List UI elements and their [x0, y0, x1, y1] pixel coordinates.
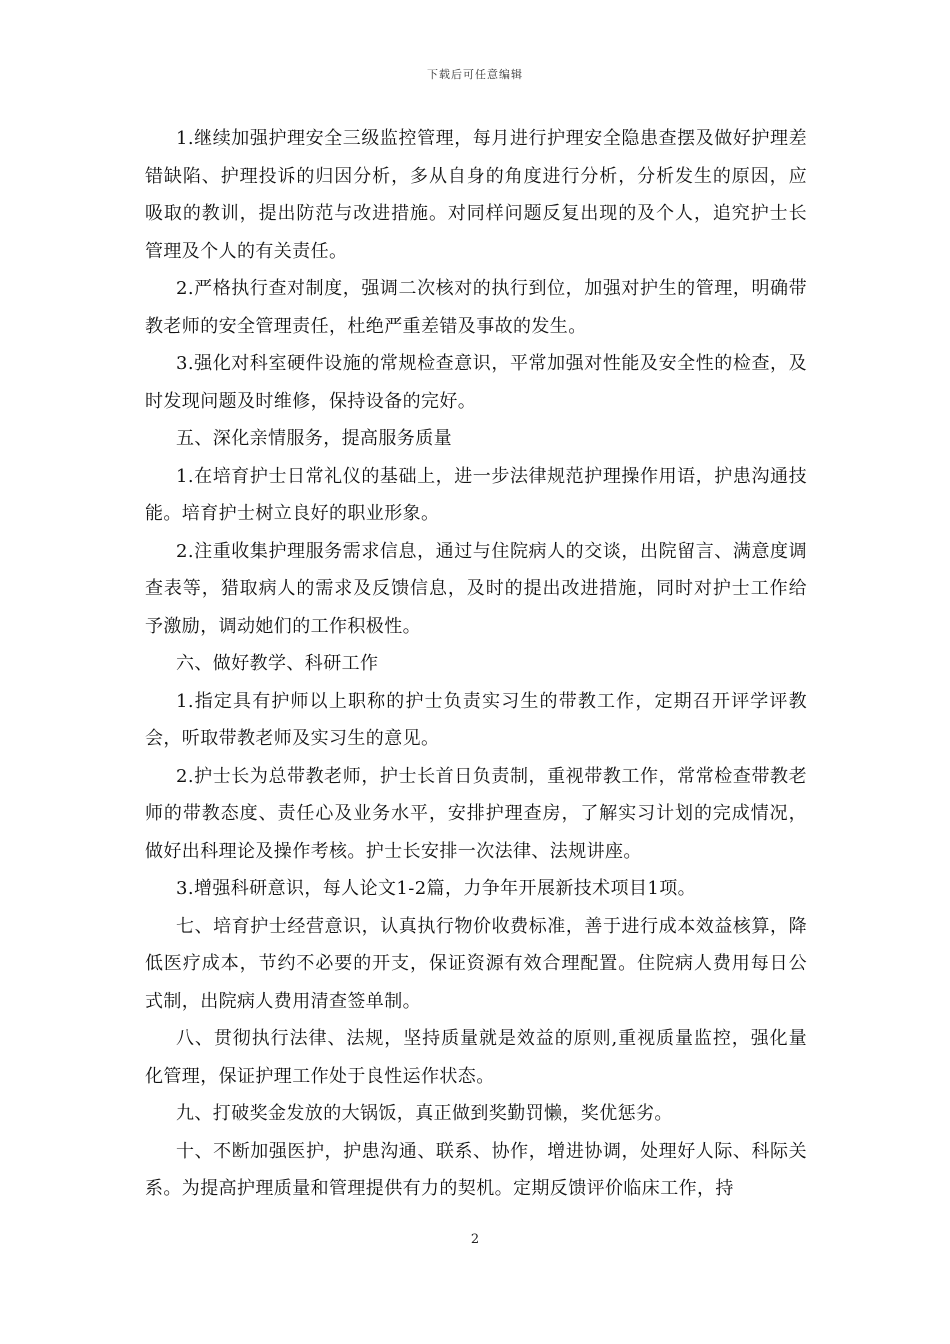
section-heading: 六、做好教学、科研工作 — [176, 653, 379, 674]
paragraph: 1.在培育护士日常礼仪的基础上，进一步法律规范护理操作用语，护患沟通技能。培育护士树立良好的职业形象。 — [145, 465, 807, 524]
section-paragraph: 九、打破奖金发放的大锅饭，真正做到奖勤罚懒，奖优惩劣。 — [176, 1103, 673, 1124]
page-header: 下载后可任意编辑 — [427, 68, 523, 81]
paragraph: 2.护士长为总带教老师，护士长首日负责制，重视带教工作，常常检查带教老师的带教态度、责任心及业务水平，安排护理查房，了解实习计划的完成情况，做好出科理论及操作考核。护士长安排一次法律、法规讲座。 — [145, 765, 807, 862]
section-paragraph: 八、贯彻执行法律、法规，坚持质量就是效益的原则,重视质量监控，强化量化管理，保证护理工作处于良性运作状态。 — [145, 1028, 807, 1087]
paragraph: 3.增强科研意识，每人论文1-2篇，力争年开展新技术项目1项。 — [176, 878, 697, 899]
section-paragraph: 十、不断加强医护，护患沟通、联系、协作，增进协调，处理好人际、科际关系。为提高护理质量和管理提供有力的契机。定期反馈评价临床工作，持 — [145, 1140, 807, 1199]
page-number: 2 — [470, 1232, 480, 1247]
section-heading: 五、深化亲情服务，提高服务质量 — [176, 428, 452, 449]
paragraph: 3.强化对科室硬件设施的常规检查意识，平常加强对性能及安全性的检查，及时发现问题及时维修，保持设备的完好。 — [145, 353, 807, 412]
paragraph: 1.指定具有护师以上职称的护士负责实习生的带教工作，定期召开评学评教会，听取带教老师及实习生的意见。 — [145, 690, 807, 749]
document-body — [145, 120, 807, 1208]
paragraph: 2.严格执行查对制度，强调二次核对的执行到位，加强对护生的管理，明确带教老师的安全管理责任，杜绝严重差错及事故的发生。 — [145, 278, 807, 337]
section-paragraph: 七、培育护士经营意识，认真执行物价收费标准，善于进行成本效益核算，降低医疗成本，节约不必要的开支，保证资源有效合理配置。住院病人费用每日公式制，出院病人费用清查签单制。 — [145, 915, 807, 1012]
paragraph: 1.继续加强护理安全三级监控管理，每月进行护理安全隐患查摆及做好护理差错缺陷、护理投诉的归因分析，多从自身的角度进行分析，分析发生的原因，应吸取的教训，提出防范与改进措施。对同样问题反复出现的及个人，追究护士长管理及个人的有关责任。 — [145, 128, 807, 262]
paragraph: 2.注重收集护理服务需求信息，通过与住院病人的交谈，出院留言、满意度调查表等，猎取病人的需求及反馈信息，及时的提出改进措施，同时对护士工作给予激励，调动她们的工作积极性。 — [145, 540, 807, 637]
